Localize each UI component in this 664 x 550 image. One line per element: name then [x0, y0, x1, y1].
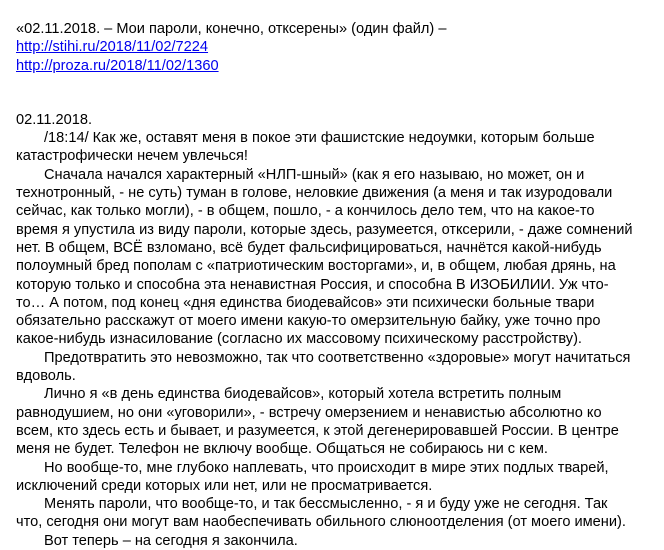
paragraph-line: Но вообще-то, мне глубоко наплевать, что происходит в мире этих подлых тварей, — [44, 459, 609, 476]
paragraph-line: сейчас, как только могли), - в общем, пошло, - а кончилось дело тем, что на какое-то — [16, 203, 595, 220]
paragraph-line: Предотвратить это невозможно, так что соответственно «здоровые» могут начитаться — [44, 349, 631, 366]
link-line-2 — [16, 57, 656, 75]
paragraph-line: Сначала начался характерный «НЛП-шный» (как я его называю, но может, он и — [44, 166, 585, 183]
entry-date: 02.11.2018. — [16, 111, 93, 128]
paragraph-line: время я упустила из виду пароли, которые здесь, разумеется, откcерили, - даже сомнений — [16, 221, 633, 238]
paragraph-line: то… А потом, под конец «дня единства биодевайсов» эти психически больные твари — [16, 294, 595, 311]
paragraph-line: Менять пароли, что вообще-то, и так бессмысленно, - я и буду уже не сегодня. Так — [44, 496, 608, 513]
paragraph-line: меня не будет. Телефон не включу вообще. Общаться не собираюсь ни с кем. — [16, 441, 548, 458]
paragraph-line: катастрофически нечем увлечься! — [16, 148, 248, 165]
paragraph-line: всем, кто здесь есть и бывает, и разумеется, к этой дегенерировавшей России. В центре — [16, 422, 619, 439]
paragraph-line: нет. В общем, ВСЁ взломано, всё будет фальсифицироваться, начнётся какой-нибудь — [16, 239, 602, 256]
document-page — [16, 20, 656, 550]
paragraph-line: обязательно расскажут от моего имени какую-то омерзительную байку, уже точно про — [16, 313, 601, 330]
paragraph-line: которую только и способна эта ненавистная Россия, и способна В ИЗОБИЛИИ. Уж что- — [16, 276, 609, 293]
paragraph-line: что, сегодня они могут вам наобеспечивать обильного слюноотделения (от моего имени). — [16, 514, 626, 531]
paragraph-line: исключений среди которых или нет, или не просматривается. — [16, 477, 433, 494]
paragraph-line: равнодушием, но они «уговорили», - встречу омерзением и ненавистью абсолютно ко — [16, 404, 602, 421]
paragraph-line: Вот теперь – на сегодня я закончила. — [44, 532, 298, 549]
intro-line: «02.11.2018. – Мои пароли, конечно, откcерены» (один файл) – — [16, 21, 447, 37]
proza-link[interactable]: http://proza.ru/2018/11/02/1360 — [16, 57, 219, 74]
paragraph-line: /18:14/ Как же, оставят меня в покое эти фашистские недоумки, которым больше — [44, 130, 595, 147]
paragraph-line: технотронный, - не суть) туман в голове, неловкие движения (а меня и так изуродовали — [16, 185, 613, 202]
link-line-1 — [16, 38, 656, 56]
stihi-link[interactable]: http://stihi.ru/2018/11/02/7224 — [16, 39, 209, 56]
paragraph-line: полоумный бред пополам с «патриотическим восторгами», и, в общем, любая дрянь, на — [16, 258, 616, 275]
paragraph-line: Лично я «в день единства биодевайсов», который хотела встретить полным — [44, 386, 562, 403]
paragraph-line: вдоволь. — [16, 368, 76, 385]
spacer — [16, 75, 656, 111]
paragraph-line: какое-нибудь изнасилование (согласно их массовому психическому расстройству). — [16, 331, 582, 348]
